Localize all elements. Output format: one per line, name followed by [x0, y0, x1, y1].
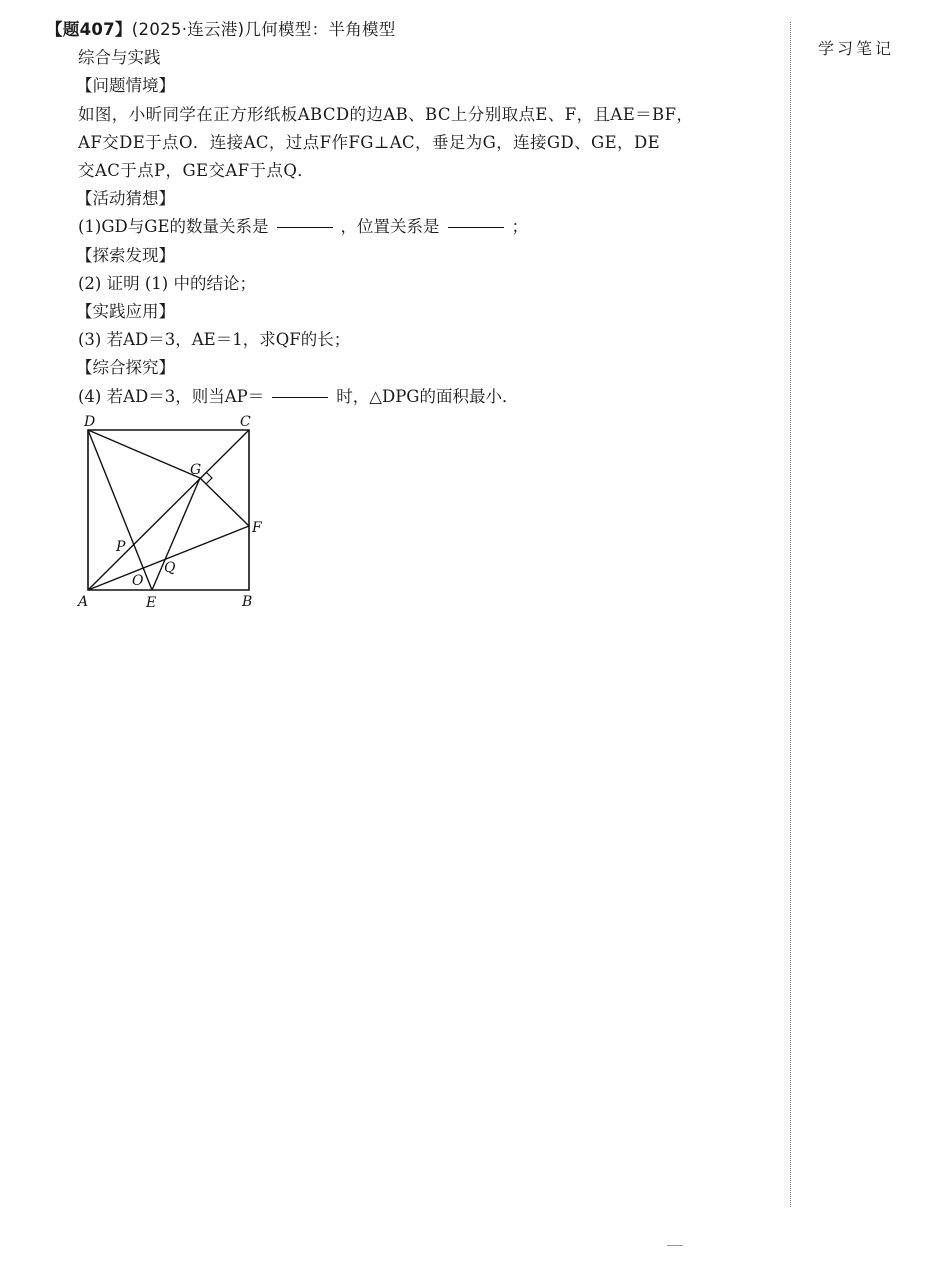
notes-title: 学习笔记	[818, 39, 895, 58]
statement-line: AF交DE于点O．连接AC，过点F作FG⊥AC，垂足为G，连接GD、GE，DE	[78, 132, 661, 152]
statement-line: 如图，小昕同学在正方形纸板ABCD的边AB、BC上分别取点E、F，且AE＝BF，	[78, 104, 694, 124]
section-comprehensive: 【综合探究】	[76, 358, 175, 378]
label-d: D	[84, 414, 96, 430]
question-4-part-a: (4) 若AD＝3，则当AP＝	[78, 386, 265, 406]
segment-ge	[152, 478, 200, 590]
heading-bracket-open: 【	[46, 20, 63, 39]
right-angle-mark	[206, 472, 212, 484]
page-footer-mark	[667, 1245, 683, 1249]
heading-bracket-close: 】	[114, 20, 132, 39]
problem-number: 题407	[62, 20, 115, 39]
section-situation: 【问题情境】	[76, 76, 175, 96]
question-3: (3) 若AD＝3，AE＝1，求QF的长；	[78, 330, 351, 350]
problem-statement	[46, 101, 781, 186]
section-apply: 【实践应用】	[76, 302, 175, 322]
label-f: F	[252, 520, 262, 536]
problem-heading	[46, 16, 781, 44]
answer-blank[interactable]	[448, 226, 504, 228]
square-diagram	[72, 410, 272, 615]
label-c: C	[240, 414, 251, 430]
segment-af	[88, 526, 249, 590]
section-guess: 【活动猜想】	[76, 189, 175, 209]
notes-divider	[790, 22, 791, 1207]
label-o: O	[132, 573, 144, 589]
answer-blank[interactable]	[272, 396, 328, 398]
geometry-figure	[72, 410, 272, 615]
label-q: Q	[164, 560, 176, 576]
question-2: (2) 证明 (1) 中的结论；	[78, 273, 256, 293]
label-p: P	[116, 539, 126, 555]
label-b: B	[242, 594, 253, 610]
question-1	[46, 213, 781, 241]
question-4-part-b: 时，△DPG的面积最小．	[336, 386, 519, 406]
segment-fg	[200, 478, 249, 526]
problem-source: (2025·连云港)几何模型：半角模型	[131, 20, 396, 39]
problem-subtitle: 综合与实践	[78, 48, 161, 68]
question-1-part-b: ，位置关系是	[340, 217, 440, 237]
question-1-part-a: (1)GD与GE的数量关系是	[78, 217, 269, 237]
section-explore: 【探索发现】	[76, 245, 175, 265]
label-g: G	[190, 462, 202, 478]
statement-line: 交AC于点P，GE交AF于点Q．	[78, 161, 315, 181]
question-4	[46, 383, 781, 411]
problem-content	[46, 16, 781, 411]
answer-blank[interactable]	[277, 226, 333, 228]
question-1-part-c: ；	[511, 217, 529, 237]
label-a: A	[78, 594, 89, 610]
label-e: E	[146, 595, 157, 611]
